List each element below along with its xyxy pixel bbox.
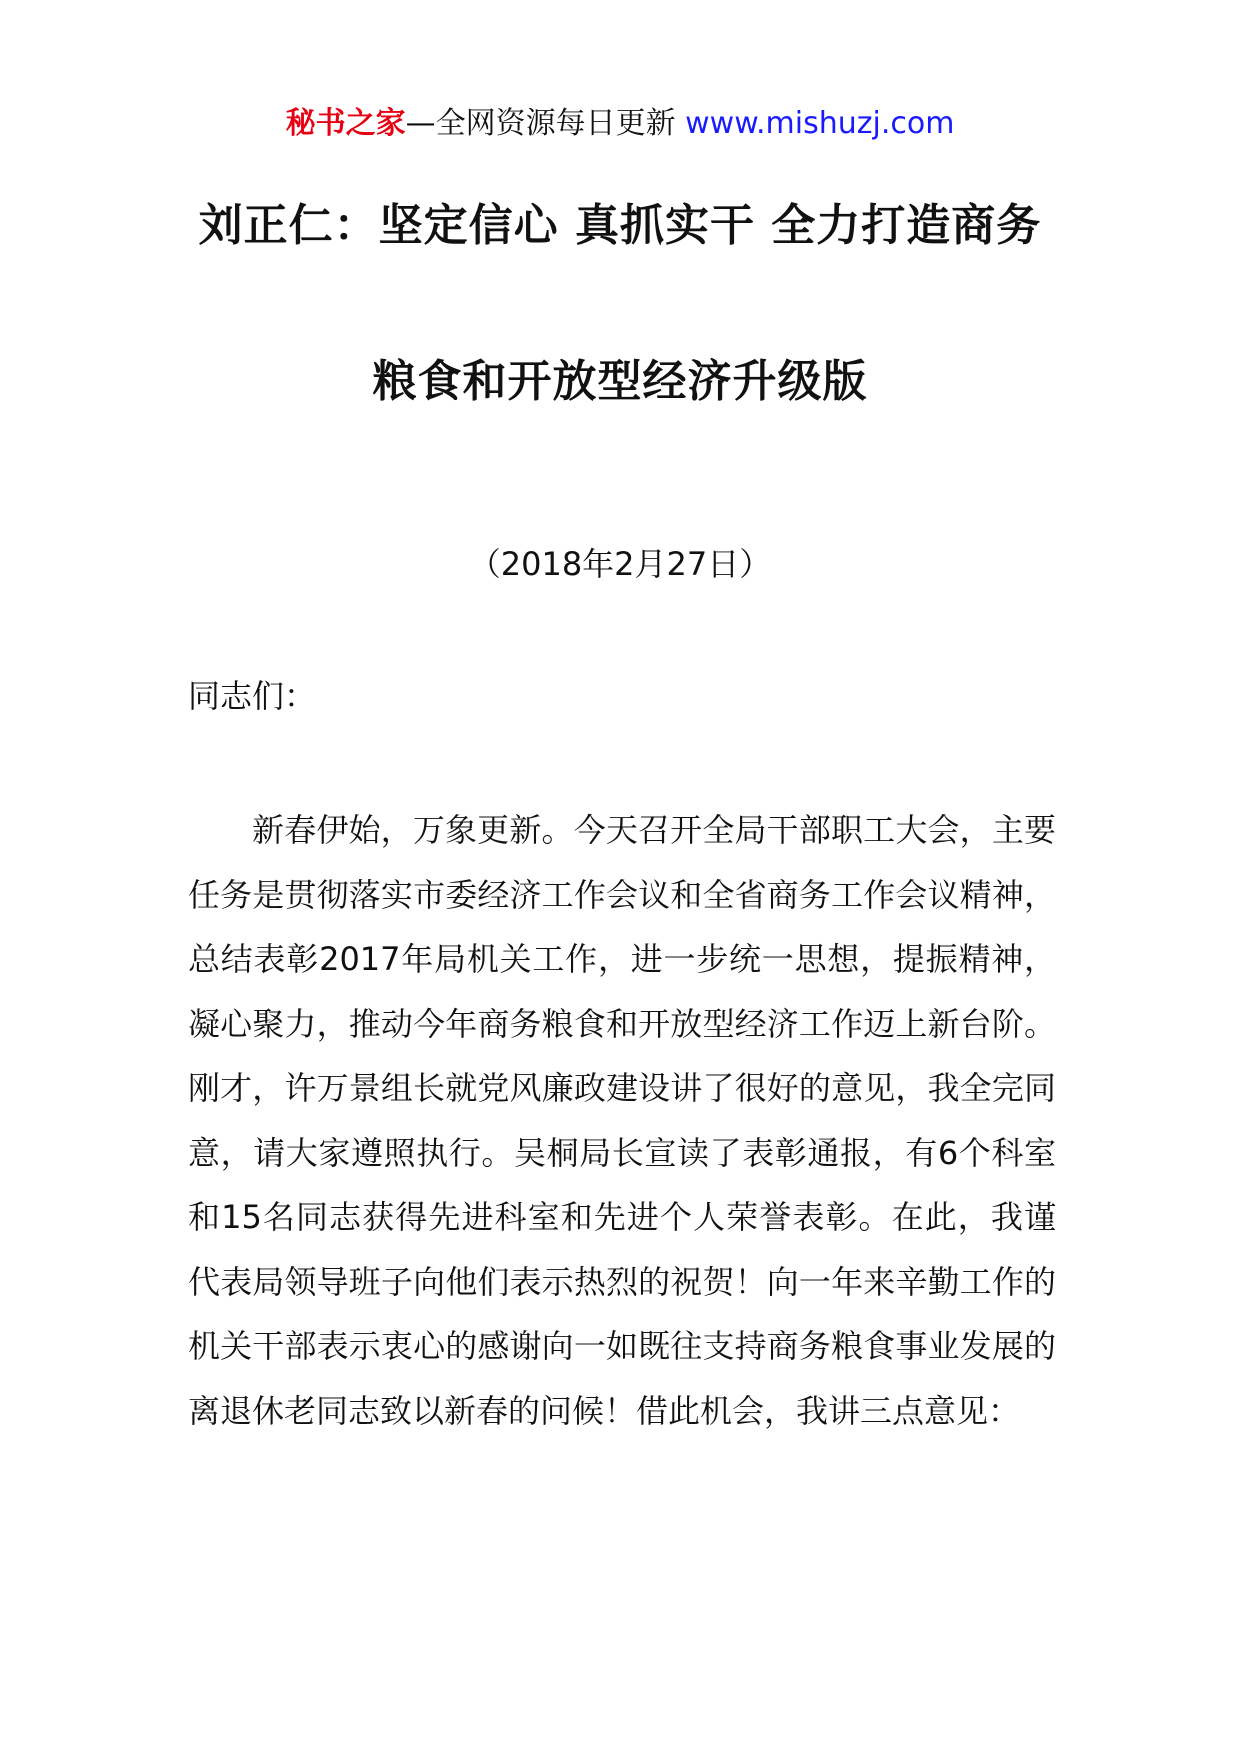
site-header xyxy=(0,102,1240,146)
salutation: 同志们： xyxy=(188,677,317,715)
body-paragraph: 新春伊始，万象更新。今天召开全局干部职工大会，主要任务是贯彻落实市委经济工作会议和全省商务工作会议精神，总结表彰2017年局机关工作，进一步统一思想，提振精神，凝心聚力，推动今年商务粮食和开放型经济工作迈上新台阶。刚才，许万景组长就党风廉政建设讲了很好的意见，我全完同意，请大家遵照执行。吴桐局长宣读了表彰通报，有6个科室和15名同志获得先进科室和先进个人荣誉表彰。在此，我谨代表局领导班子向他们表示热烈的祝贺！向一年来辛勤工作的机关干部表示衷心的感谢向一如既往支持商务粮食事业发展的离退休老同志致以新春的问候！借此机会，我讲三点意见： xyxy=(188,811,1056,1430)
document-title-line-2: 粮食和开放型经济升级版 xyxy=(372,356,868,407)
document-date: （2018年2月27日） xyxy=(468,545,772,583)
site-url-link[interactable]: www.mishuzj.com xyxy=(685,106,955,141)
header-tagline: —全网资源每日更新 xyxy=(405,106,676,141)
document-title-line-1: 刘正仁：坚定信心 真抓实干 全力打造商务 xyxy=(198,200,1042,251)
brand-name: 秘书之家 xyxy=(285,106,406,141)
